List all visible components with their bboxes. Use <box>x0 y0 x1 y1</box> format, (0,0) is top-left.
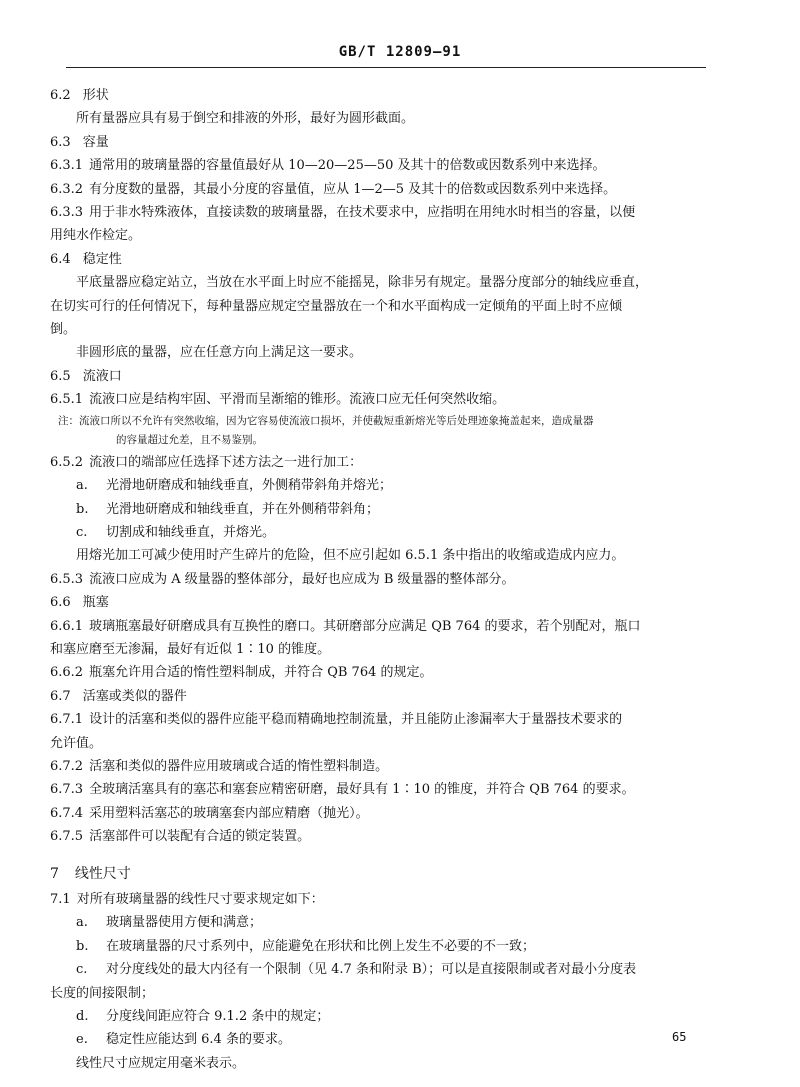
clause-6-3-3-cont: 用纯水作检定。 <box>50 228 142 244</box>
note: 注：流液口所以不允许有突然收缩，因为它容易使流液口损坏，并使截短重新熔光等后处理迹象掩盖起来，造成量器 <box>58 414 594 427</box>
clause-6-6-1: 6.6.1 玻璃瓶塞最好研磨成具有互换性的磨口。其研磨部分应满足 QB 764 的要求，若个别配对，瓶口 <box>50 618 641 634</box>
paragraph: 用熔光加工可减少使用时产生碎片的危险，但不应引起如 6.5.1 条中指出的收缩或造成内应力。 <box>76 548 625 564</box>
section-heading-6-5: 6.5 流液口 <box>50 368 122 384</box>
clause-6-6-1-cont: 和塞应磨至无渗漏，最好有近似 1∶10 的锥度。 <box>50 641 331 657</box>
list-item: c. 对分度线处的最大内径有一个限制（见 4.7 条和附录 B）；可以是直接限制或者对最小分度表 <box>76 962 637 978</box>
paragraph: 所有量器应具有易于倒空和排液的外形，最好为圆形截面。 <box>76 111 415 127</box>
section-heading-6-3: 6.3 容量 <box>50 134 109 150</box>
page-number: 65 <box>672 1030 687 1044</box>
clause-6-7-3: 6.7.3 全玻璃活塞具有的塞芯和塞套应精密研磨，最好具有 1∶10 的锥度，并符合 QB 764 的要求。 <box>50 782 635 798</box>
clause-6-7-1: 6.7.1 设计的活塞和类似的器件应能平稳而精确地控制流量，并且能防止渗漏率大于量器技术要求的 <box>50 712 623 728</box>
section-heading-6-2: 6.2 形状 <box>50 88 109 103</box>
list-item: a. 光滑地研磨成和轴线垂直，外侧稍带斜角并熔光； <box>76 478 393 494</box>
clause-6-7-5: 6.7.5 活塞部件可以装配有合适的锁定装置。 <box>50 829 311 845</box>
paragraph: 平底量器应稳定站立，当放在水平面上时应不能摇晃，除非另有规定。量器分度部分的轴线应垂直， <box>76 275 649 291</box>
clause-6-3-1: 6.3.1 通常用的玻璃量器的容量值最好从 10—20—25—50 及其十的倍数或因数系列中来选择。 <box>50 158 606 174</box>
clause-6-5-1: 6.5.1 流液口应是结构牢固、平滑而呈渐缩的锥形。流液口应无任何突然收缩。 <box>50 392 506 408</box>
clause-6-7-4: 6.7.4 采用塑料活塞芯的玻璃塞套内部应精磨（抛光）。 <box>50 805 369 821</box>
section-heading-6-4: 6.4 稳定性 <box>50 251 122 267</box>
clause-6-6-2: 6.6.2 瓶塞允许用合适的惰性塑料制成，并符合 QB 764 的规定。 <box>50 665 433 681</box>
paragraph: 线性尺寸应规定用毫米表示。 <box>76 1055 246 1071</box>
list-item: a. 玻璃量器使用方便和满意； <box>76 915 263 931</box>
list-item: b. 光滑地研磨成和轴线垂直，并在外侧稍带斜角； <box>76 501 380 517</box>
clause-6-7-2: 6.7.2 活塞和类似的器件应用玻璃或合适的惰性塑料制造。 <box>50 758 389 774</box>
list-item: b. 在玻璃量器的尺寸系列中，应能避免在形状和比例上发生不必要的不一致； <box>76 938 536 954</box>
document-body <box>50 84 710 1075</box>
clause-6-5-2: 6.5.2 流液口的端部应任选择下述方法之一进行加工： <box>50 454 363 470</box>
section-heading-7: 7 线性尺寸 <box>50 865 131 882</box>
list-item: d. 分度线间距应符合 9.1.2 条中的规定； <box>76 1009 330 1025</box>
paragraph-cont: 在切实可行的任何情况下，每种量器应规定空量器放在一个和水平面构成一定倾角的平面上时不应倾 <box>50 298 623 314</box>
clause-6-7-1-cont: 允许值。 <box>50 735 103 751</box>
section-heading-6-7: 6.7 活塞或类似的器件 <box>50 688 187 704</box>
page-header: GB/T 12809—91 <box>338 44 462 60</box>
header-rule <box>66 67 706 68</box>
note-cont: 的容量超过允差，且不易鉴别。 <box>116 433 263 446</box>
list-item-cont: 长度的间接限制； <box>50 985 155 1001</box>
list-item: c. 切割成和轴线垂直，并熔光。 <box>76 524 276 540</box>
list-item: e. 稳定性应能达到 6.4 条的要求。 <box>76 1032 291 1048</box>
clause-7-1: 7.1 对所有玻璃量器的线性尺寸要求规定如下： <box>50 892 324 907</box>
paragraph: 非圆形底的量器，应在任意方向上满足这一要求。 <box>76 345 363 361</box>
clause-6-3-2: 6.3.2 有分度数的量器，其最小分度的容量值，应从 1—2—5 及其十的倍数或因数系列中来选择。 <box>50 181 617 197</box>
clause-6-3-3: 6.3.3 用于非水特殊液体，直接读数的玻璃量器，在技术要求中，应指明在用纯水时相当的容量，以便 <box>50 205 636 221</box>
clause-6-5-3: 6.5.3 流液口应成为 A 级量器的整体部分，最好也应成为 B 级量器的整体部分。 <box>50 571 515 587</box>
section-heading-6-6: 6.6 瓶塞 <box>50 595 109 611</box>
paragraph-cont: 倒。 <box>50 322 77 338</box>
